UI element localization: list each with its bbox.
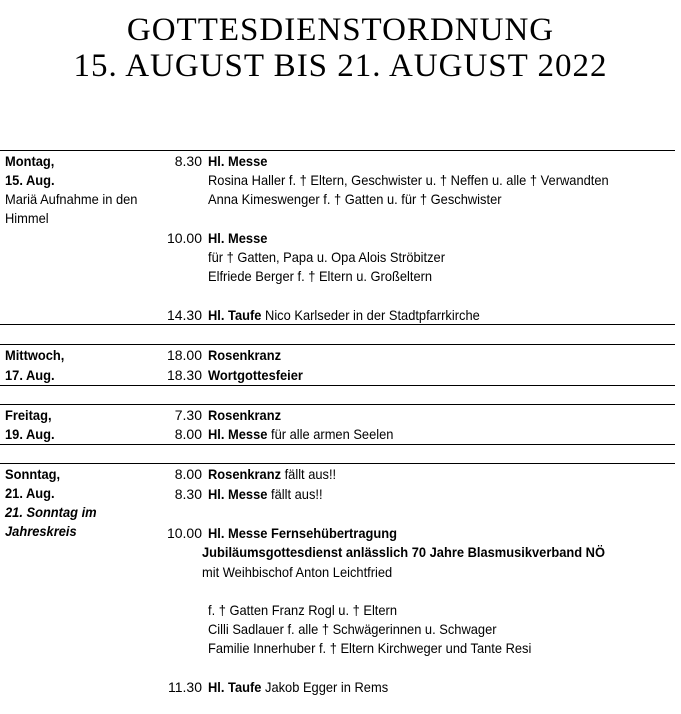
- event-detail: Cilli Sadlauer f. alle † Schwägerinnen u. Schwager: [208, 621, 497, 637]
- page-title-line2: 15. AUGUST BIS 21. AUGUST 2022: [73, 48, 608, 84]
- event-title: Rosenkranz: [208, 466, 282, 482]
- event-detail: Elfriede Berger f. † Eltern u. Großeltern: [208, 268, 433, 284]
- event-detail: Familie Innerhuber f. † Eltern Kirchweger und Tante Resi: [208, 640, 532, 656]
- event-line: [208, 678, 388, 697]
- event-detail: f. † Gatten Franz Rogl u. † Eltern: [208, 602, 398, 618]
- event-line: [208, 485, 323, 504]
- day-date: 17. Aug.: [5, 367, 55, 383]
- day-name: Montag,: [5, 153, 55, 169]
- divider: [0, 463, 675, 464]
- event-title: Hl. Messe: [208, 426, 268, 442]
- event-suffix: für alle armen Seelen: [271, 426, 394, 442]
- event-title: Hl. Messe: [208, 153, 268, 169]
- feast-line: 21. Sonntag im: [5, 504, 97, 520]
- divider: [0, 150, 675, 151]
- event-time: 8.00: [174, 466, 202, 482]
- feast-line: Jahreskreis: [5, 523, 77, 539]
- event-time: 18.00: [166, 347, 202, 363]
- event-time: 10.00: [166, 230, 202, 246]
- event-line: [208, 425, 393, 444]
- day-name: Freitag,: [5, 407, 52, 423]
- event-time: 10.00: [166, 525, 202, 541]
- event-title: Hl. Messe: [208, 486, 268, 502]
- divider: [0, 385, 675, 386]
- day-date: 15. Aug.: [5, 172, 55, 188]
- event-time: 18.30: [166, 367, 202, 383]
- event-detail: Anna Kimeswenger f. † Gatten u. für † Geschwister: [208, 191, 502, 207]
- event-time: 8.30: [174, 153, 202, 169]
- event-time: 14.30: [166, 307, 202, 323]
- event-detail: für † Gatten, Papa u. Opa Alois Ströbitzer: [208, 249, 445, 265]
- event-subtitle: Jubiläumsgottesdienst anlässlich 70 Jahre Blasmusikverband NÖ: [202, 544, 606, 560]
- event-detail: Rosina Haller f. † Eltern, Geschwister u. † Neffen u. alle † Verwandten: [208, 172, 609, 188]
- event-title: Hl. Messe: [208, 230, 268, 246]
- day-name: Mittwoch,: [5, 347, 65, 363]
- event-title: Rosenkranz: [208, 407, 282, 423]
- event-time: 8.00: [174, 426, 202, 442]
- divider: [0, 404, 675, 405]
- event-line: [208, 465, 336, 484]
- event-line: [208, 306, 480, 325]
- event-suffix: fällt aus!!: [271, 486, 323, 502]
- day-date: 21. Aug.: [5, 485, 55, 501]
- feast-line: Mariä Aufnahme in den: [5, 191, 138, 207]
- event-title: Wortgottesfeier: [208, 367, 303, 383]
- event-title: Hl. Messe Fernsehübertragung: [208, 525, 397, 541]
- event-title: Hl. Taufe: [208, 307, 262, 323]
- page-title-line1: GOTTESDIENSTORDNUNG: [126, 12, 555, 48]
- day-date: 19. Aug.: [5, 426, 55, 442]
- event-title: Hl. Taufe: [208, 679, 262, 695]
- event-suffix: Nico Karlseder in der Stadtpfarrkirche: [265, 307, 480, 323]
- event-time: 8.30: [174, 486, 202, 502]
- divider: [0, 344, 675, 345]
- event-time: 11.30: [168, 679, 202, 695]
- event-suffix: fällt aus!!: [284, 466, 337, 482]
- event-suffix: Jakob Egger in Rems: [265, 679, 389, 695]
- day-name: Sonntag,: [5, 466, 61, 482]
- event-time: 7.30: [174, 407, 202, 423]
- event-celebrant: mit Weihbischof Anton Leichtfried: [202, 564, 393, 580]
- feast-line: Himmel: [5, 210, 49, 226]
- divider: [0, 444, 675, 445]
- event-title: Rosenkranz: [208, 347, 282, 363]
